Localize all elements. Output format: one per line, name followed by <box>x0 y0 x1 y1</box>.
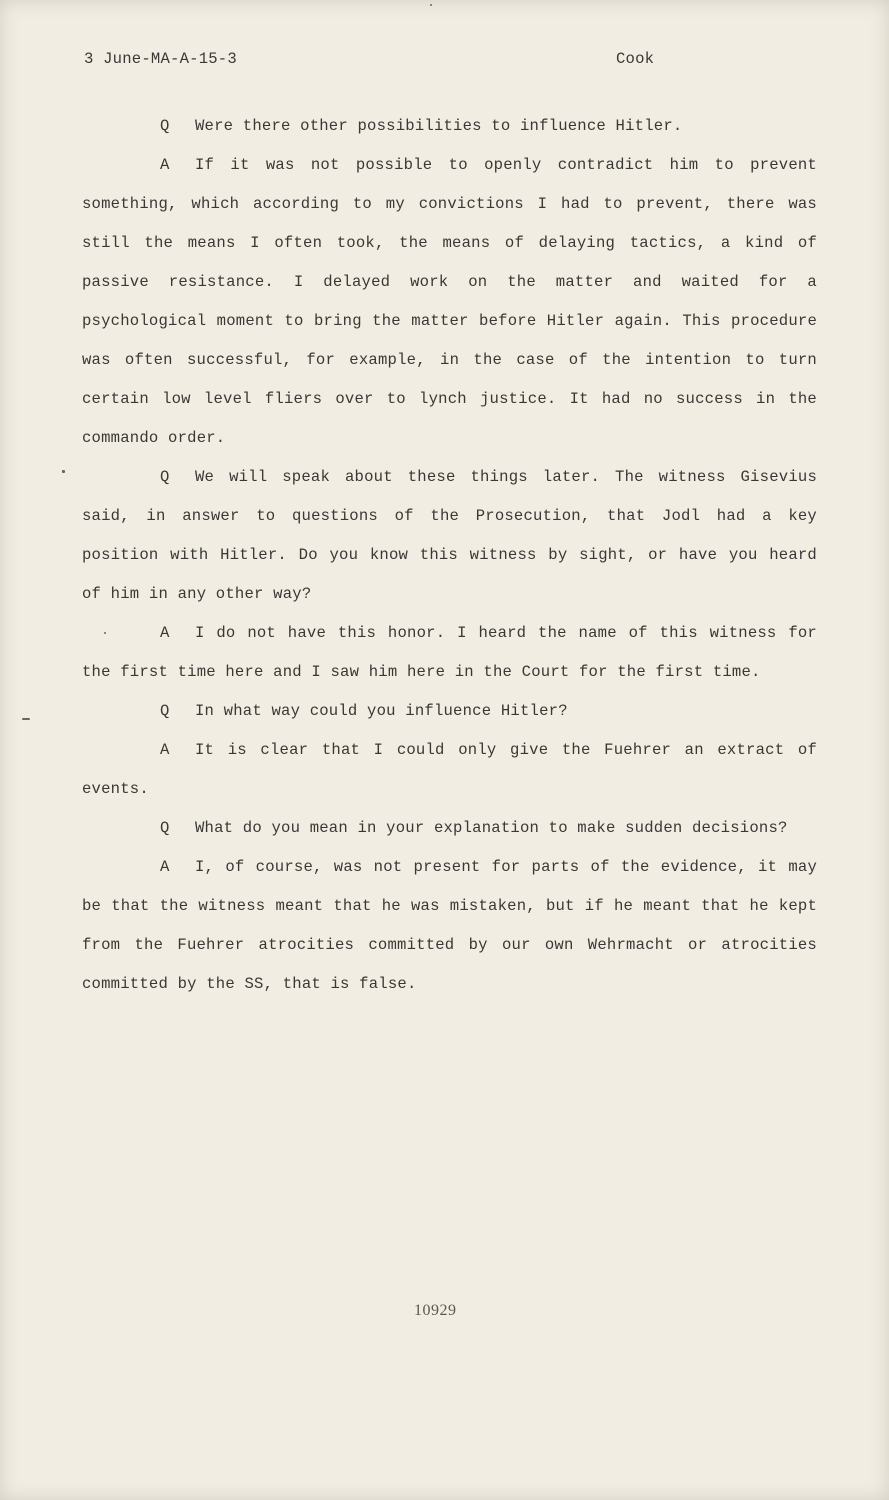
paragraph-text: If it was not possible to openly contradict him to prevent something, which according to my convictions I had to prevent, there was still the means I often took, the means of delaying tactics, a kind of passive resistance. I delayed work on the matter and waited for a psychological moment to bring the matter before Hitler again. This procedure was often successful, for example, in the case of the intention to turn certain low level fliers over to lynch justice. It had no success in the commando order. <box>82 156 817 447</box>
transcript-paragraph <box>82 107 817 146</box>
transcript-paragraph <box>82 848 817 1004</box>
paragraph-text: We will speak about these things later. The witness Gisevius said, in answer to questions of the Prosecution, that Jodl had a key position with Hitler. Do you know this witness by sight, or have you heard of him in any other way? <box>82 468 817 603</box>
transcript-paragraph <box>82 146 817 458</box>
paragraph-text: I do not have this honor. I heard the name of this witness for the first time here and I saw him here in the Court for the first time. <box>82 624 817 681</box>
page-number: 10929 <box>414 1302 457 1319</box>
transcript-paragraph <box>82 809 817 848</box>
paper-speck <box>104 632 106 634</box>
speaker-label: Q <box>160 819 170 837</box>
page-header <box>84 50 684 72</box>
paragraph-text: I, of course, was not present for parts of the evidence, it may be that the witness meant that he was mistaken, but if he meant that he kept from the Fuehrer atrocities committed by our own Wehrmacht or atrocities committed by the SS, that is false. <box>82 858 817 993</box>
paper-speck <box>430 4 432 6</box>
speaker-label: A <box>160 156 170 174</box>
paragraph-text: It is clear that I could only give the Fuehrer an extract of events. <box>82 741 817 798</box>
speaker-label: Q <box>160 117 170 135</box>
transcript-paragraph <box>82 731 817 809</box>
speaker-label: A <box>160 741 170 759</box>
transcript-paragraph <box>82 614 817 692</box>
transcript-paragraph <box>82 458 817 614</box>
speaker-label: Q <box>160 702 170 720</box>
paper-speck <box>62 470 65 473</box>
paper-speck <box>22 718 30 720</box>
transcript-body <box>82 107 817 1004</box>
reporter-name: Cook <box>616 50 655 68</box>
speaker-label: A <box>160 858 170 876</box>
paragraph-text: Were there other possibilities to influence Hitler. <box>195 117 683 135</box>
speaker-label: Q <box>160 468 170 486</box>
paragraph-text: In what way could you influence Hitler? <box>195 702 568 720</box>
document-reference: 3 June-MA-A-15-3 <box>84 50 237 68</box>
transcript-paragraph <box>82 692 817 731</box>
paragraph-text: What do you mean in your explanation to make sudden decisions? <box>195 819 788 837</box>
speaker-label: A <box>160 624 170 642</box>
